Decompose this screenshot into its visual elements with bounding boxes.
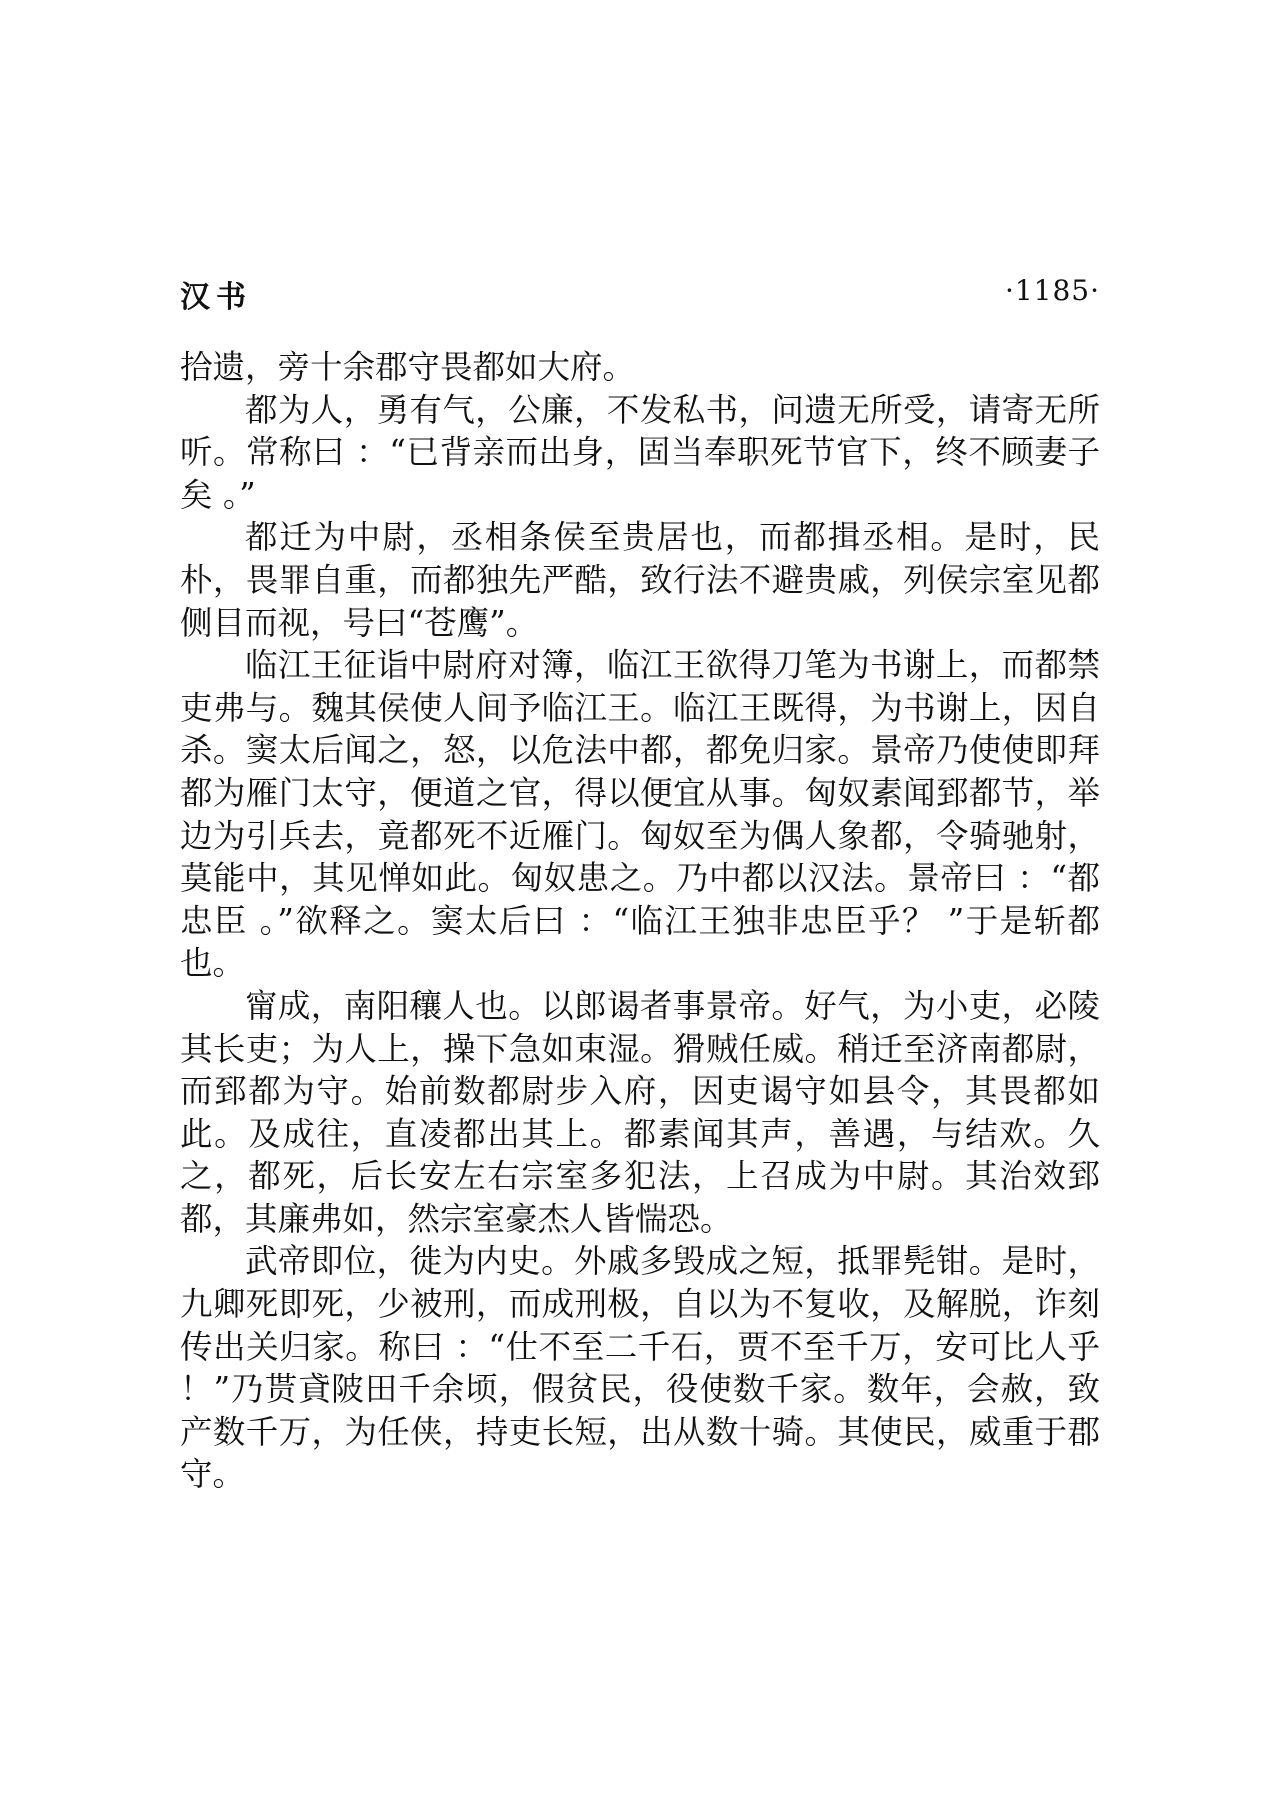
book-title: 汉书 [180, 280, 252, 315]
paragraph: 甯成，南阳穰人也。以郎谒者事景帝。好气，为小吏，必陵其长吏；为人上，操下急如束湿。猾贼任威。稍迁至济南都尉，而郅都为守。始前数都尉步入府，因吏谒守如县令，其畏都如此。及成往，直凌都出其上。都素闻其声，善遇，与结欢。久之，都死，后长安左右宗室多犯法，上召成为中尉。其治效郅都，其廉弗如，然宗室豪杰人皆惴恐。 [180, 986, 1100, 1238]
body-text [180, 346, 1100, 1496]
document-page [180, 270, 1100, 1496]
page-header [180, 270, 1100, 320]
paragraph: 都迁为中尉，丞相条侯至贵居也，而都揖丞相。是时，民朴，畏罪自重，而都独先严酷，致行法不避贵戚，列侯宗室见都侧目而视，号曰“苍鹰”。 [180, 518, 1100, 642]
paragraph: 临江王征诣中尉府对簿，临江王欲得刀笔为书谢上，而都禁吏弗与。魏其侯使人间予临江王。临江王既得，为书谢上，因自杀。窦太后闻之，怒，以危法中都，都免归家。景帝乃使使即拜都为雁门太守，便道之官，得以便宜从事。匈奴素闻郅都节，举边为引兵去，竟都死不近雁门。匈奴至为偶人象都，令骑驰射，莫能中，其见惮如此。匈奴患之。乃中都以汉法。景帝曰 ：“都忠臣 。”欲释之。窦太后曰 ：“临江王独非忠臣乎？ ”于是斩都也。 [180, 646, 1100, 983]
paragraph-continuation: 拾遗，旁十余郡守畏都如大府。 [180, 348, 636, 386]
page-number: ·1185· [1004, 274, 1100, 307]
paragraph: 武帝即位，徙为内史。外戚多毁成之短，抵罪髡钳。是时，九卿死即死，少被刑，而成刑极，自以为不复收，及解脱，诈刻传出关归家。称曰 ：“仕不至二千石，贾不至千万，安可比人乎 ！”乃贳貣陂田千余顷，假贫民，役使数千家。数年，会赦，致产数千万，为任侠，持吏长短，出从数十骑。其使民，威重于郡守。 [180, 1242, 1100, 1494]
paragraph: 都为人，勇有气，公廉，不发私书，问遗无所受，请寄无所听。常称曰 ：“已背亲而出身，固当奉职死节官下，终不顾妻子矣 。” [180, 390, 1100, 514]
